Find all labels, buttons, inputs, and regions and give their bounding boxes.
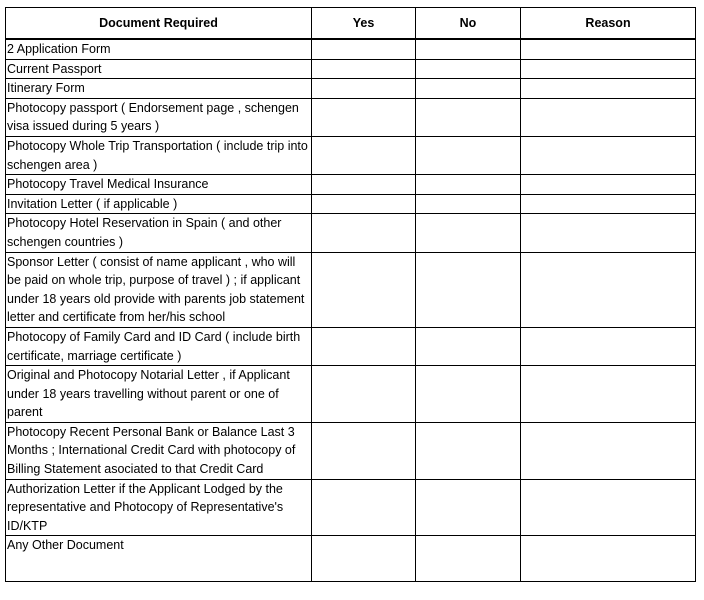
document-cell: Current Passport [6,59,312,79]
table-row [6,422,696,479]
no-cell[interactable] [416,136,521,174]
table-row [6,366,696,423]
yes-cell[interactable] [312,79,416,99]
no-cell[interactable] [416,59,521,79]
reason-cell[interactable] [521,327,696,365]
yes-cell[interactable] [312,39,416,59]
header-yes: Yes [312,8,416,40]
document-cell: Sponsor Letter ( consist of name applicant , who will be paid on whole trip, purpose of travel ) ; if applicant under 18 years old provide with parents job statement letter and certificate from her/his school [6,252,312,327]
reason-cell[interactable] [521,366,696,423]
yes-cell[interactable] [312,536,416,582]
reason-cell[interactable] [521,536,696,582]
table-row [6,39,696,59]
table-row [6,479,696,536]
document-cell: Authorization Letter if the Applicant Lodged by the representative and Photocopy of Representative's ID/KTP [6,479,312,536]
yes-cell[interactable] [312,252,416,327]
yes-cell[interactable] [312,175,416,195]
reason-cell[interactable] [521,136,696,174]
no-cell[interactable] [416,422,521,479]
document-cell: Photocopy Recent Personal Bank or Balance Last 3 Months ; International Credit Card with photocopy of Billing Statement asociated to that Credit Card [6,422,312,479]
document-cell: Original and Photocopy Notarial Letter , if Applicant under 18 years travelling without parent or one of parent [6,366,312,423]
reason-cell[interactable] [521,39,696,59]
yes-cell[interactable] [312,479,416,536]
document-cell: Photocopy of Family Card and ID Card ( include birth certificate, marriage certificate ) [6,327,312,365]
table-row [6,79,696,99]
table-row [6,175,696,195]
yes-cell[interactable] [312,59,416,79]
header-reason: Reason [521,8,696,40]
table-row [6,214,696,252]
no-cell[interactable] [416,479,521,536]
document-cell: 2 Application Form [6,39,312,59]
document-cell: Photocopy Travel Medical Insurance [6,175,312,195]
no-cell[interactable] [416,98,521,136]
table-row [6,194,696,214]
no-cell[interactable] [416,214,521,252]
table-row [6,98,696,136]
yes-cell[interactable] [312,194,416,214]
reason-cell[interactable] [521,98,696,136]
table-row [6,59,696,79]
document-cell: Itinerary Form [6,79,312,99]
yes-cell[interactable] [312,214,416,252]
no-cell[interactable] [416,194,521,214]
document-cell: Photocopy passport ( Endorsement page , schengen visa issued during 5 years ) [6,98,312,136]
yes-cell[interactable] [312,136,416,174]
no-cell[interactable] [416,536,521,582]
no-cell[interactable] [416,366,521,423]
document-cell: Photocopy Hotel Reservation in Spain ( and other schengen countries ) [6,214,312,252]
reason-cell[interactable] [521,59,696,79]
document-cell: Photocopy Whole Trip Transportation ( include trip into schengen area ) [6,136,312,174]
no-cell[interactable] [416,79,521,99]
reason-cell[interactable] [521,479,696,536]
table-row [6,327,696,365]
yes-cell[interactable] [312,98,416,136]
document-checklist-table [5,7,696,582]
no-cell[interactable] [416,39,521,59]
document-cell: Invitation Letter ( if applicable ) [6,194,312,214]
no-cell[interactable] [416,175,521,195]
header-document-required: Document Required [6,8,312,40]
table-row [6,536,696,582]
yes-cell[interactable] [312,327,416,365]
no-cell[interactable] [416,252,521,327]
header-row [6,8,696,40]
document-cell: Any Other Document [6,536,312,582]
reason-cell[interactable] [521,79,696,99]
table-row [6,252,696,327]
reason-cell[interactable] [521,194,696,214]
reason-cell[interactable] [521,175,696,195]
table-row [6,136,696,174]
no-cell[interactable] [416,327,521,365]
header-no: No [416,8,521,40]
reason-cell[interactable] [521,252,696,327]
yes-cell[interactable] [312,366,416,423]
yes-cell[interactable] [312,422,416,479]
reason-cell[interactable] [521,422,696,479]
reason-cell[interactable] [521,214,696,252]
table-header [6,8,696,40]
table-body [6,39,696,582]
